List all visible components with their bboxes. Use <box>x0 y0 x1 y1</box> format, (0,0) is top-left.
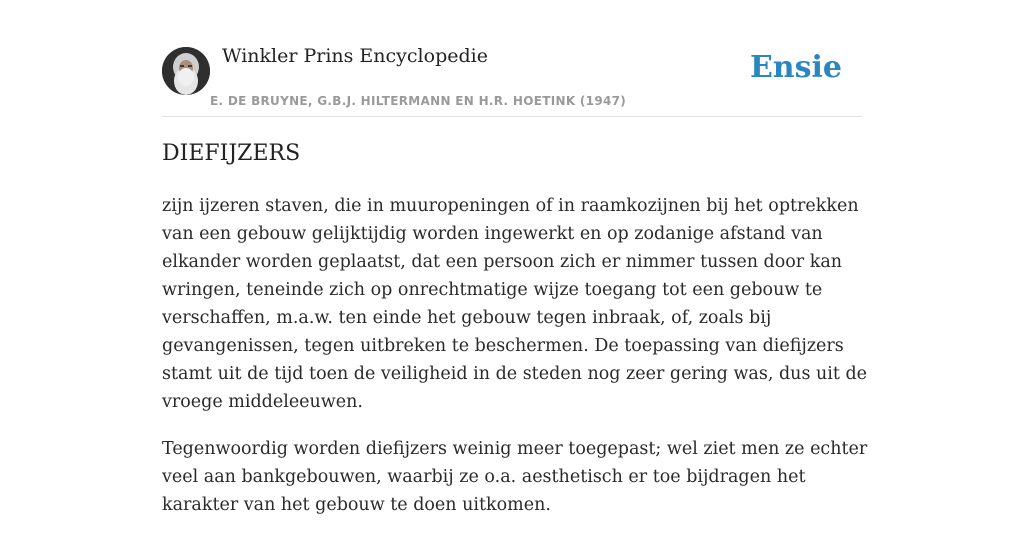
paragraph: Tegenwoordig worden diefijzers weinig meer toegepast; wel ziet men ze echter veel aan bankgebouwen, waarbij ze o.a. aesthetisch er toe bijdragen het karakter van het gebouw te doen uitkomen. <box>162 439 868 515</box>
article-title: DIEFIJZERS <box>162 141 301 166</box>
authors-line: E. DE BRUYNE, G.B.J. HILTERMANN EN H.R. HOETINK (1947) <box>210 94 627 108</box>
article-body <box>162 192 874 538</box>
header <box>162 0 862 117</box>
paragraph: zijn ijzeren staven, die in muuropeningen of in raamkozijnen bij het optrekken van een gebouw gelijktijdig worden ingewerkt en op zodanige afstand van elkander worden geplaatst, dat een persoon zich er nimmer tussen door kan wringen, teneinde zich op onrechtmatige wijze toegang tot een gebouw te verschaffen, m.a.w. ten einde het gebouw tegen inbraak, of, zoals bij gevangenissen, tegen uitbreken te beschermen. De toepassing van diefijzers stamt uit de tijd toen de veiligheid in de steden nog zeer gering was, dus uit de vroege middeleeuwen. <box>162 196 868 412</box>
page <box>162 0 868 515</box>
encyclopedia-name[interactable]: Winkler Prins Encyclopedie <box>222 45 488 67</box>
ensie-logo[interactable]: Ensie <box>749 50 842 85</box>
author-avatar[interactable] <box>162 47 210 95</box>
portrait-icon <box>162 47 210 95</box>
